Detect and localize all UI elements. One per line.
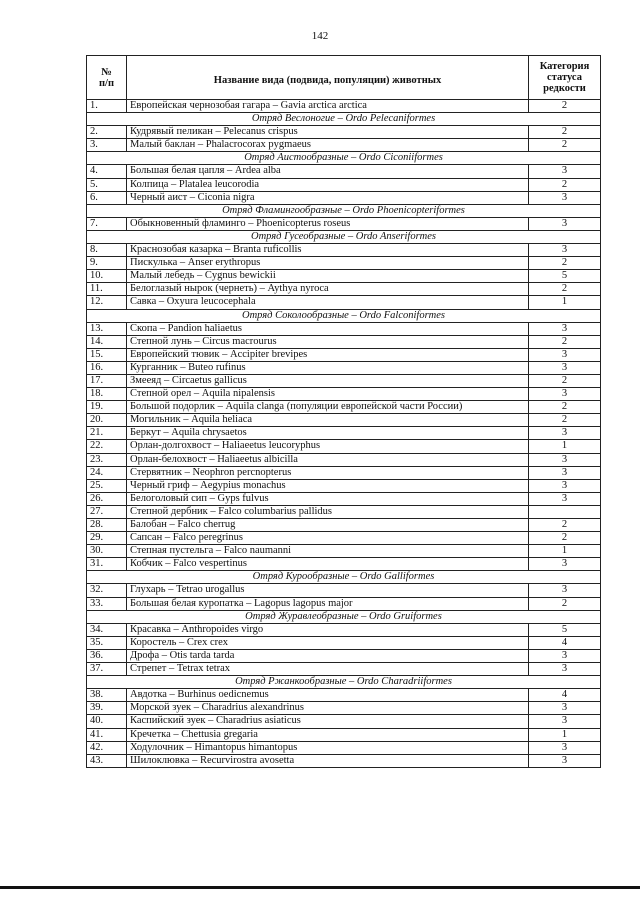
species-name: Колпица – Platalea leucorodia (127, 178, 529, 191)
order-name: Отряд Веслоногие – Ordo Pelecaniformes (87, 113, 601, 126)
rarity-category: 3 (529, 649, 601, 662)
rarity-category: 3 (529, 715, 601, 728)
table-row (87, 702, 601, 715)
table-row (87, 100, 601, 113)
rarity-category (529, 505, 601, 518)
table-row (87, 492, 601, 505)
rarity-category: 2 (529, 126, 601, 139)
table-row (87, 558, 601, 571)
row-number: 35. (87, 636, 127, 649)
table-row (87, 191, 601, 204)
number-column-header (87, 56, 127, 100)
row-number: 43. (87, 754, 127, 767)
table-header (87, 56, 601, 100)
species-name: Савка – Oxyura leucocephala (127, 296, 529, 309)
rarity-category: 3 (529, 492, 601, 505)
table-row (87, 244, 601, 257)
category-column-header (529, 56, 601, 100)
species-name: Большая белая цапля – Ardea alba (127, 165, 529, 178)
table-row (87, 348, 601, 361)
species-name: Белоголовый сип – Gyps fulvus (127, 492, 529, 505)
bottom-rule (0, 886, 640, 889)
species-name: Степной орел – Aquila nipalensis (127, 388, 529, 401)
species-name: Каспийский зуек – Charadrius asiaticus (127, 715, 529, 728)
rarity-category: 3 (529, 558, 601, 571)
rarity-category: 3 (529, 348, 601, 361)
rarity-category: 5 (529, 623, 601, 636)
table-row (87, 388, 601, 401)
species-name: Большая белая куропатка – Lagopus lagopus major (127, 597, 529, 610)
table-row (87, 257, 601, 270)
species-name: Морской зуек – Charadrius alexandrinus (127, 702, 529, 715)
species-name: Стрепет – Tetrax tetrax (127, 663, 529, 676)
row-number: 14. (87, 335, 127, 348)
species-name: Кречетка – Chettusia gregaria (127, 728, 529, 741)
order-header-row (87, 309, 601, 322)
table-row (87, 741, 601, 754)
species-name: Черный гриф – Aegypius monachus (127, 479, 529, 492)
species-name: Орлан-долгохвост – Haliaeetus leucoryphus (127, 440, 529, 453)
order-header-row (87, 204, 601, 217)
table-row (87, 649, 601, 662)
species-name: Авдотка – Burhinus oedicnemus (127, 689, 529, 702)
species-name: Красавка – Anthropoides virgo (127, 623, 529, 636)
species-name: Сапсан – Falco peregrinus (127, 532, 529, 545)
order-header-row (87, 113, 601, 126)
order-header-row (87, 610, 601, 623)
row-number: 19. (87, 401, 127, 414)
species-table (86, 55, 601, 768)
species-name: Белоглазый нырок (чернеть) – Aythya nyroca (127, 283, 529, 296)
rarity-category: 2 (529, 597, 601, 610)
number-header-line2: п/п (98, 77, 115, 89)
rarity-category: 3 (529, 244, 601, 257)
name-column-header: Название вида (подвида, популяции) животных (127, 56, 529, 100)
table-row (87, 374, 601, 387)
row-number: 22. (87, 440, 127, 453)
rarity-category: 3 (529, 322, 601, 335)
table-row (87, 126, 601, 139)
row-number: 41. (87, 728, 127, 741)
order-name: Отряд Ржанкообразные – Ordo Charadriiformes (87, 676, 601, 689)
rarity-category: 3 (529, 453, 601, 466)
rarity-category: 2 (529, 414, 601, 427)
rarity-category: 3 (529, 584, 601, 597)
species-name: Орлан-белохвост – Haliaeetus albicilla (127, 453, 529, 466)
rarity-category: 3 (529, 361, 601, 374)
category-header-line1: Категория (539, 61, 590, 72)
table-row (87, 545, 601, 558)
row-number: 7. (87, 217, 127, 230)
rarity-category: 2 (529, 532, 601, 545)
row-number: 28. (87, 519, 127, 532)
row-number: 9. (87, 257, 127, 270)
rarity-category: 3 (529, 663, 601, 676)
row-number: 15. (87, 348, 127, 361)
row-number: 24. (87, 466, 127, 479)
rarity-category: 2 (529, 100, 601, 113)
table-row (87, 440, 601, 453)
rarity-category: 3 (529, 165, 601, 178)
species-name: Змееяд – Circaetus gallicus (127, 374, 529, 387)
table-row (87, 283, 601, 296)
table-row (87, 427, 601, 440)
row-number: 17. (87, 374, 127, 387)
row-number: 33. (87, 597, 127, 610)
order-header-row (87, 152, 601, 165)
row-number: 3. (87, 139, 127, 152)
row-number: 5. (87, 178, 127, 191)
row-number: 1. (87, 100, 127, 113)
species-name: Кобчик – Falco vespertinus (127, 558, 529, 571)
row-number: 27. (87, 505, 127, 518)
table-row (87, 414, 601, 427)
rarity-category: 3 (529, 741, 601, 754)
species-name: Обыкновенный фламинго – Phoenicopterus roseus (127, 217, 529, 230)
row-number: 20. (87, 414, 127, 427)
table-row (87, 466, 601, 479)
rarity-category: 1 (529, 440, 601, 453)
species-name: Шилоклювка – Recurvirostra avosetta (127, 754, 529, 767)
rarity-category: 2 (529, 178, 601, 191)
category-header-line3: редкости (543, 83, 586, 94)
row-number: 18. (87, 388, 127, 401)
table-row (87, 715, 601, 728)
rarity-category: 4 (529, 689, 601, 702)
row-number: 40. (87, 715, 127, 728)
row-number: 38. (87, 689, 127, 702)
rarity-category: 3 (529, 191, 601, 204)
rarity-category: 3 (529, 479, 601, 492)
rarity-category: 1 (529, 728, 601, 741)
species-name: Балобан – Falco cherrug (127, 519, 529, 532)
row-number: 8. (87, 244, 127, 257)
table-row (87, 361, 601, 374)
rarity-category: 3 (529, 388, 601, 401)
species-name: Краснозобая казарка – Branta ruficollis (127, 244, 529, 257)
species-name: Малый лебедь – Cygnus bewickii (127, 270, 529, 283)
rarity-category: 2 (529, 139, 601, 152)
table-body (87, 100, 601, 768)
table-row (87, 728, 601, 741)
order-name: Отряд Гусеобразные – Ordo Anseriformes (87, 230, 601, 243)
species-name: Черный аист – Ciconia nigra (127, 191, 529, 204)
row-number: 36. (87, 649, 127, 662)
rarity-category: 1 (529, 296, 601, 309)
rarity-category: 3 (529, 702, 601, 715)
order-header-row (87, 571, 601, 584)
number-header-line1: № (101, 66, 112, 78)
table-row (87, 296, 601, 309)
table-row (87, 754, 601, 767)
species-name: Могильник – Aquila heliaca (127, 414, 529, 427)
row-number: 10. (87, 270, 127, 283)
species-name: Глухарь – Tetrao urogallus (127, 584, 529, 597)
table-row (87, 453, 601, 466)
rarity-category: 1 (529, 545, 601, 558)
row-number: 29. (87, 532, 127, 545)
species-name: Европейский тювик – Accipiter brevipes (127, 348, 529, 361)
table-row (87, 636, 601, 649)
row-number: 4. (87, 165, 127, 178)
rarity-category: 2 (529, 374, 601, 387)
table-row (87, 270, 601, 283)
species-name: Малый баклан – Phalacrocorax pygmaeus (127, 139, 529, 152)
row-number: 11. (87, 283, 127, 296)
row-number: 2. (87, 126, 127, 139)
species-name: Стервятник – Neophron percnopterus (127, 466, 529, 479)
row-number: 6. (87, 191, 127, 204)
table-row (87, 505, 601, 518)
species-name: Коростель – Crex crex (127, 636, 529, 649)
row-number: 16. (87, 361, 127, 374)
row-number: 39. (87, 702, 127, 715)
row-number: 34. (87, 623, 127, 636)
row-number: 23. (87, 453, 127, 466)
row-number: 26. (87, 492, 127, 505)
table-row (87, 322, 601, 335)
species-name: Степной дербник – Falco columbarius pallidus (127, 505, 529, 518)
species-name: Ходулочник – Himantopus himantopus (127, 741, 529, 754)
order-name: Отряд Фламингообразные – Ordo Phoenicopteriformes (87, 204, 601, 217)
rarity-category: 2 (529, 283, 601, 296)
species-name: Степной лунь – Circus macrourus (127, 335, 529, 348)
table-row (87, 165, 601, 178)
rarity-category: 2 (529, 401, 601, 414)
rarity-category: 2 (529, 335, 601, 348)
row-number: 13. (87, 322, 127, 335)
table-row (87, 532, 601, 545)
row-number: 25. (87, 479, 127, 492)
rarity-category: 5 (529, 270, 601, 283)
row-number: 37. (87, 663, 127, 676)
species-name: Кудрявый пеликан – Pelecanus crispus (127, 126, 529, 139)
rarity-category: 2 (529, 519, 601, 532)
species-name: Степная пустельга – Falco naumanni (127, 545, 529, 558)
table-row (87, 217, 601, 230)
row-number: 31. (87, 558, 127, 571)
table-row (87, 178, 601, 191)
species-name: Пискулька – Anser erythropus (127, 257, 529, 270)
rarity-category: 3 (529, 217, 601, 230)
table-row (87, 519, 601, 532)
rarity-category: 2 (529, 257, 601, 270)
order-name: Отряд Журавлеобразные – Ordo Gruiformes (87, 610, 601, 623)
rarity-category: 3 (529, 754, 601, 767)
rarity-category: 3 (529, 466, 601, 479)
row-number: 30. (87, 545, 127, 558)
species-name: Дрофа – Otis tarda tarda (127, 649, 529, 662)
table-row (87, 663, 601, 676)
species-name: Европейская чернозобая гагара – Gavia arctica arctica (127, 100, 529, 113)
species-name: Скопа – Pandion haliaetus (127, 322, 529, 335)
row-number: 32. (87, 584, 127, 597)
table-row (87, 689, 601, 702)
page-number: 142 (311, 30, 329, 42)
category-header-line2: статуса (547, 72, 582, 83)
rarity-category: 3 (529, 427, 601, 440)
row-number: 42. (87, 741, 127, 754)
table-row (87, 623, 601, 636)
table-row (87, 584, 601, 597)
order-name: Отряд Аистообразные – Ordo Ciconiiformes (87, 152, 601, 165)
rarity-category: 4 (529, 636, 601, 649)
table-row (87, 401, 601, 414)
row-number: 21. (87, 427, 127, 440)
species-name: Курганник – Buteo rufinus (127, 361, 529, 374)
table-row (87, 597, 601, 610)
table-row (87, 479, 601, 492)
order-name: Отряд Курообразные – Ordo Galliformes (87, 571, 601, 584)
order-name: Отряд Соколообразные – Ordo Falconiformes (87, 309, 601, 322)
table-row (87, 335, 601, 348)
order-header-row (87, 676, 601, 689)
row-number: 12. (87, 296, 127, 309)
order-header-row (87, 230, 601, 243)
species-name: Большой подорлик – Aquila clanga (популяции европейской части России) (127, 401, 529, 414)
table-row (87, 139, 601, 152)
species-name: Беркут – Aquila chrysaetos (127, 427, 529, 440)
